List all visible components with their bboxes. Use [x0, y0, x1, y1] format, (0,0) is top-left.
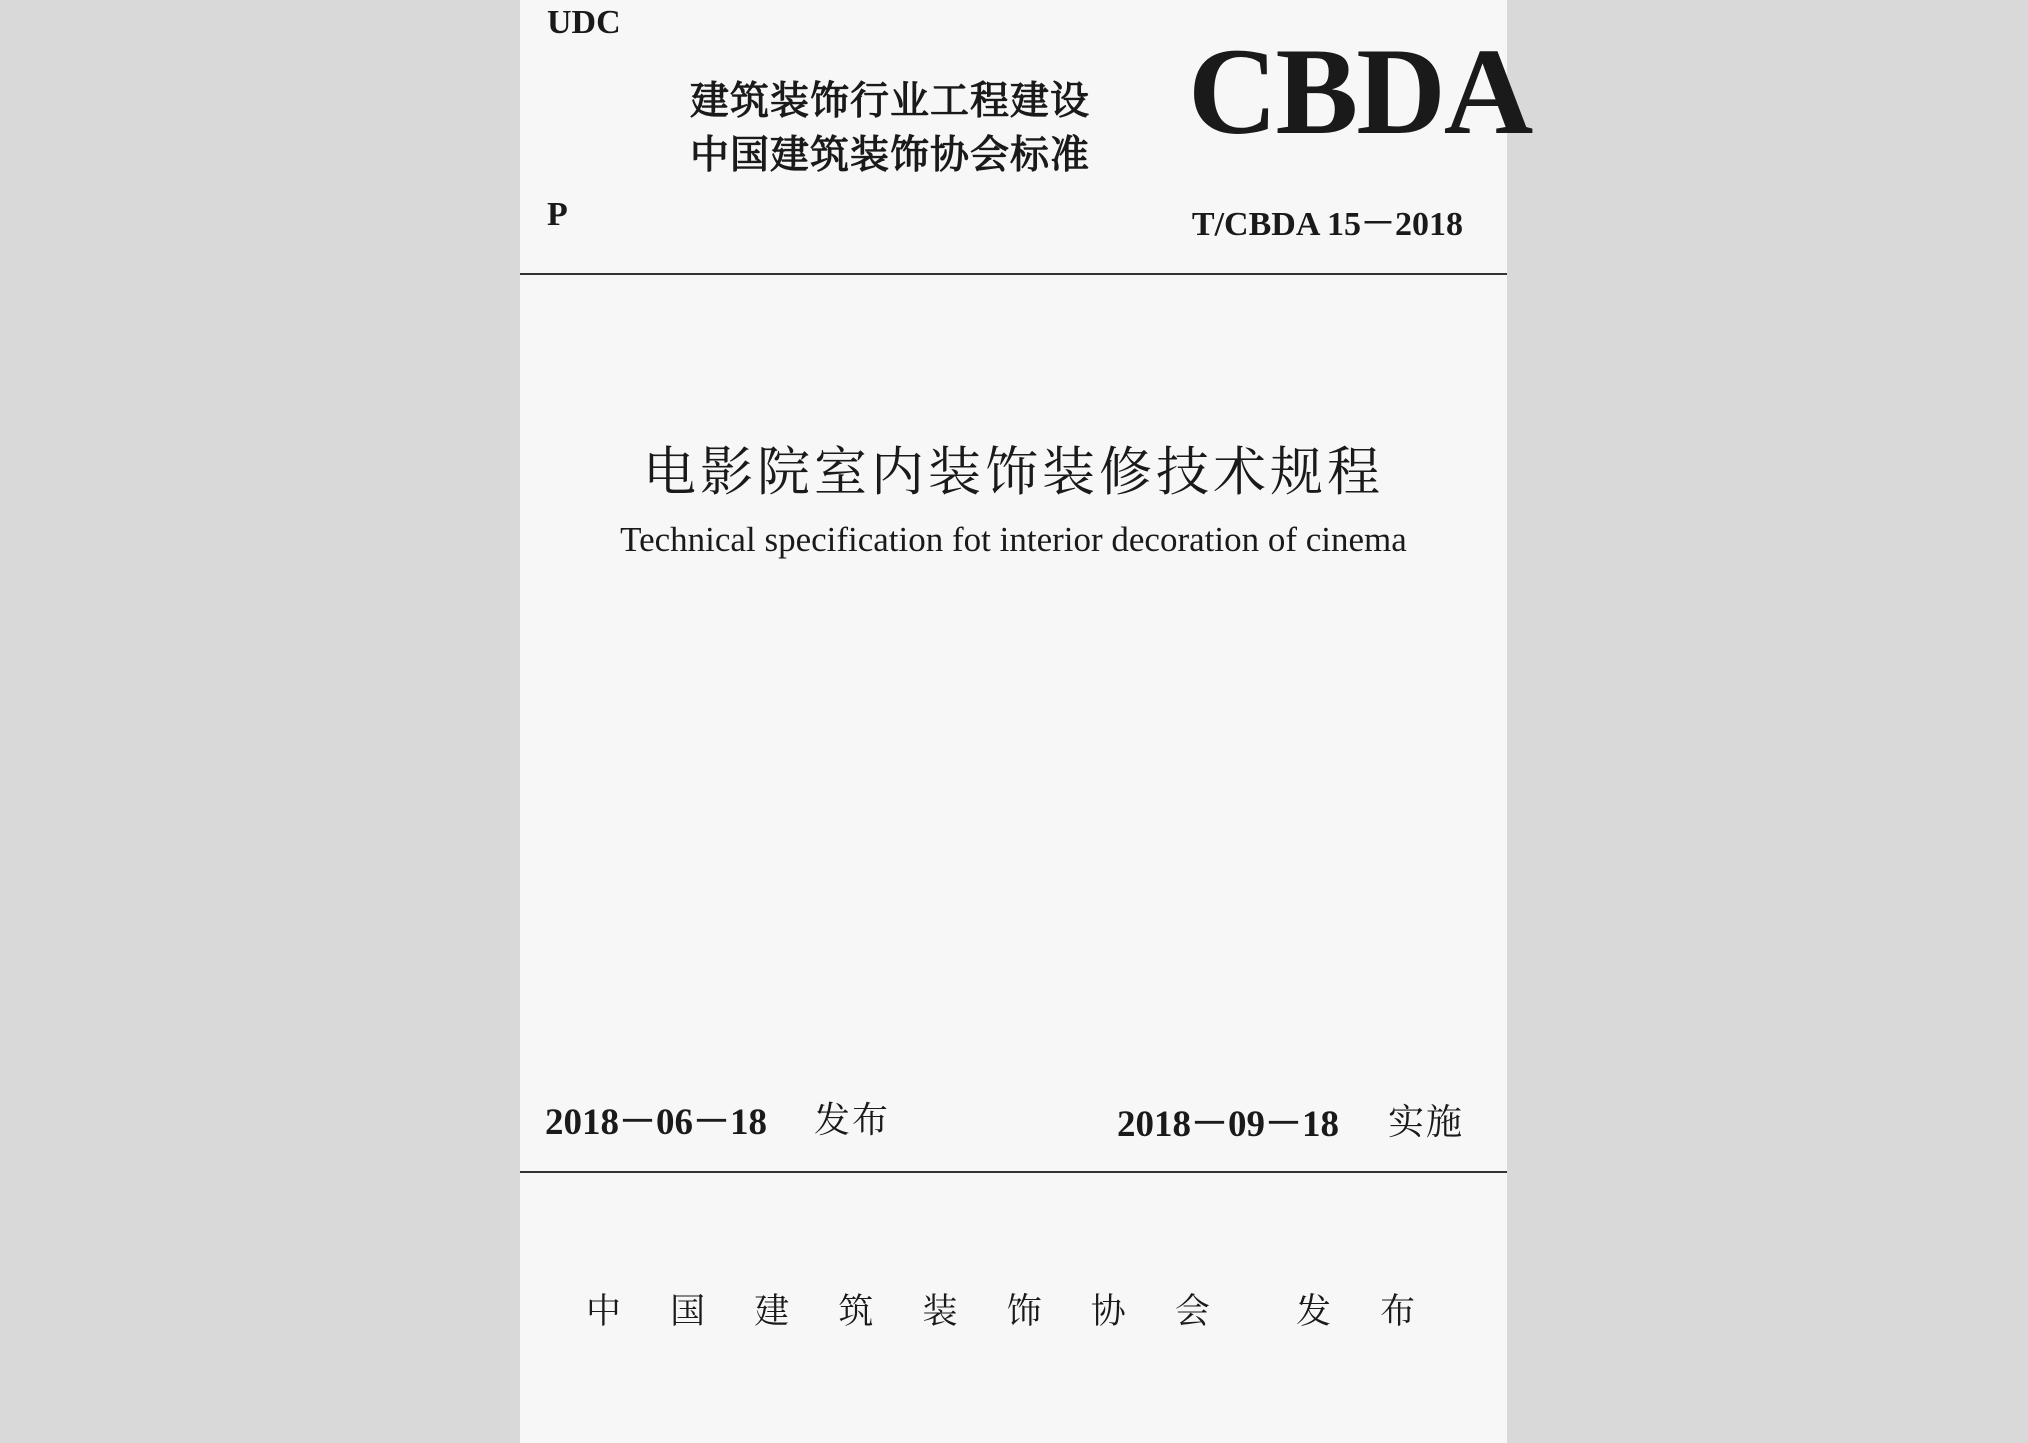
cbda-logo: CBDA: [1188, 23, 1532, 160]
udc-label: UDC: [547, 4, 621, 41]
standard-cover-page: [520, 0, 1532, 1443]
title-english: Technical specification fot interior decoration of cinema: [620, 520, 1407, 559]
title-chinese: 电影院室内装饰装修技术规程: [643, 442, 1384, 503]
top-divider: [520, 273, 1507, 275]
publisher-name: 中 国 建 筑 装 饰 协 会: [586, 1292, 1229, 1332]
bottom-divider: [520, 1171, 1507, 1173]
category-line-1: 建筑装饰行业工程建设: [690, 79, 1091, 124]
issue-label: 发布: [814, 1100, 891, 1141]
effective-date: 2018－09－18: [1117, 1104, 1339, 1145]
category-line-2: 中国建筑装饰协会标准: [690, 133, 1091, 178]
standard-number: T/CBDA 15－2018: [1191, 206, 1463, 243]
effective-label: 实施: [1388, 1102, 1465, 1143]
issue-date: 2018－06－18: [545, 1102, 767, 1143]
classification-code: P: [547, 196, 568, 233]
publish-label: 发 布: [1296, 1292, 1435, 1332]
